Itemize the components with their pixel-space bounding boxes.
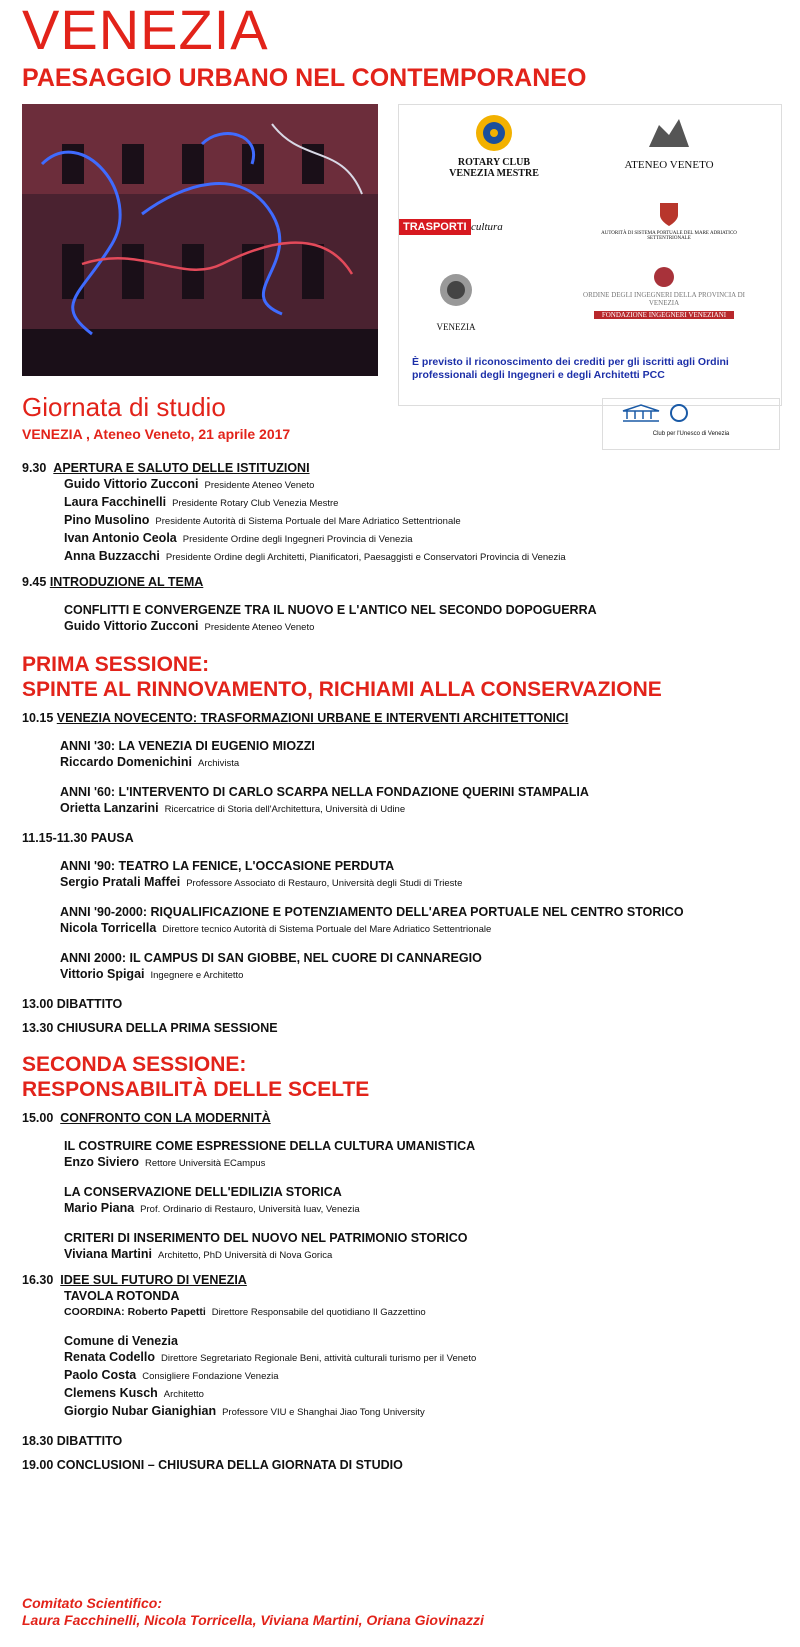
talk-topic: ANNI '30: LA VENEZIA DI EUGENIO MIOZZI [60,739,315,753]
speaker-name: Vittorio Spigai [60,967,145,981]
session-modernita [22,1110,792,1126]
talk-topic: LA CONSERVAZIONE DELL'EDILIZIA STORICA [64,1185,342,1199]
time: 10.15 [22,711,54,725]
speaker-name: Ivan Antonio Ceola [64,531,177,545]
speaker [22,618,792,636]
speaker [22,754,792,772]
speaker-name: Viviana Martini [64,1247,152,1261]
speaker-role: Presidente Ordine degli Architetti, Pianificatori, Paesaggisti e Conservatori Provincia di Venezia [165,552,566,563]
rotary-logo [439,113,549,193]
time: 9.45 [22,575,47,589]
trasporti-label: TRASPORTI [399,219,471,235]
speaker-name: Enzo Siviero [64,1155,140,1169]
lion-emblem-icon [436,270,476,310]
speaker-name: Nicola Torricella [60,921,157,935]
ordine-ingegneri-label: ORDINE DEGLI INGEGNERI DELLA PROVINCIA DI VENEZIA [583,291,745,307]
ingegneri-emblem-icon [652,265,676,289]
time: 15.00 [22,1111,54,1125]
comitato-names: Laura Facchinelli, Nicola Torricella, Viviana Martini, Oriana Giovinazzi [22,1612,484,1628]
speaker [22,1200,792,1218]
page-subtitle: PAESAGGIO URBANO NEL CONTEMPORANEO [22,64,587,92]
speaker-role: Rettore Università ECampus [145,1158,266,1169]
speaker-name: Giorgio Nubar Gianighian [64,1404,217,1418]
coat-of-arms-icon [658,201,680,227]
speaker-role: Architetto, PhD Università di Nova Gorica [158,1250,333,1261]
speaker-role: Presidente Autorità di Sistema Portuale del Mare Adriatico Settentrionale [155,516,461,527]
coordinatore [22,1304,792,1321]
speaker [22,1385,792,1403]
fondazione-ingegneri-label: FONDAZIONE INGEGNERI VENEZIANI [594,311,734,319]
speaker [22,1246,792,1264]
speaker-name: Paolo Costa [64,1368,137,1382]
speaker [22,1154,792,1172]
coord-label: COORDINA: [64,1306,125,1318]
credits-notice: È previsto il riconoscimento dei crediti per gli iscritti agli Ordini professionali degli Ingegneri e degli Architetti PCC [412,356,729,381]
talk-topic: ANNI '60: L'INTERVENTO DI CARLO SCARPA NELLA FONDAZIONE QUERINI STAMPALIA [60,785,589,799]
speaker-role: Ricercatrice di Storia dell'Architettura, Università di Udine [164,804,406,815]
pausa: 11.15-11.30 PAUSA [22,831,134,845]
speaker [22,530,792,548]
speaker-name: Mario Piana [64,1201,135,1215]
trasporti-suffix: cultura [471,221,503,233]
speaker-name: Roberto Papetti [127,1306,206,1318]
autorita-logo [589,201,749,251]
ordine-ingegneri-logo [579,265,749,335]
speaker [22,548,792,566]
speaker-role: Professore Associato di Restauro, Università degli Studi di Trieste [186,878,463,889]
session-opening [22,460,792,476]
talk-topic: ANNI '90-2000: RIQUALIFICAZIONE E POTENZIAMENTO DELL'AREA PORTUALE NEL CENTRO STORICO [60,905,684,919]
talk-topic: IL COSTRUIRE COME ESPRESSIONE DELLA CULTURA UMANISTICA [64,1139,476,1153]
speaker-role: Professore VIU e Shanghai Jiao Tong University [222,1407,425,1418]
speaker-name: Anna Buzzacchi [64,549,160,563]
speaker [22,966,792,984]
event-location-date: VENEZIA , Ateneo Veneto, 21 aprile 2017 [22,426,291,442]
autorita-label: AUTORITÀ DI SISTEMA PORTUALE DEL MARE ADRIATICO SETTENTRIONALE [601,231,737,241]
speaker-name: Clemens Kusch [64,1386,158,1400]
ordine-architetti-label: VENEZIA [436,322,476,332]
speaker [22,494,792,512]
tavola-rotonda: TAVOLA ROTONDA [64,1289,180,1303]
speaker [22,920,792,938]
trasporti-logo [399,215,519,245]
session-futuro [22,1272,792,1288]
ateneo-logo [599,115,739,185]
speaker-role: Direttore tecnico Autorità di Sistema Portuale del Mare Adriatico Settentrionale [162,924,492,935]
speaker-name: Orietta Lanzarini [60,801,159,815]
dibattito-1: 13.00 DIBATTITO [22,997,123,1011]
session-title: IDEE SUL FUTURO DI VENEZIA [60,1273,247,1287]
rotary-wheel-icon [474,113,514,153]
time: 9.30 [22,461,47,475]
speaker [22,1367,792,1385]
talk-topic: CRITERI DI INSERIMENTO DEL NUOVO NEL PATRIMONIO STORICO [64,1231,468,1245]
speaker-role: Direttore Responsabile del quotidiano Il Gazzettino [211,1307,426,1318]
speaker-role: Archivista [197,758,240,769]
speaker-role: Presidente Rotary Club Venezia Mestre [172,498,339,509]
ateneo-emblem-icon [644,115,694,149]
speaker-role: Prof. Ordinario di Restauro, Università Iuav, Venezia [140,1204,360,1215]
chiusura-prima-sessione: 13.30 CHIUSURA DELLA PRIMA SESSIONE [22,1021,278,1035]
speaker [22,874,792,892]
speaker [22,1403,792,1421]
speaker [22,512,792,530]
event-type: Giornata di studio [22,392,226,422]
talk-topic: ANNI '90: TEATRO LA FENICE, L'OCCASIONE PERDUTA [60,859,395,873]
session-title: CONFRONTO CON LA MODERNITÀ [60,1111,271,1125]
page-title: VENEZIA [22,0,269,61]
speaker-name: Riccardo Domenichini [60,755,192,769]
unesco-temple-icon [621,403,661,423]
session-title: APERTURA E SALUTO DELLE ISTITUZIONI [53,461,310,475]
speaker-role: Direttore Segretariato Regionale Beni, attività culturali turismo per il Veneto [161,1353,477,1364]
ordine-architetti-logo [411,270,501,340]
speaker-role: Presidente Ateneo Veneto [204,622,315,633]
speaker-name: Pino Musolino [64,513,150,527]
speaker-name: Laura Facchinelli [64,495,167,509]
speaker-name: Guido Vittorio Zucconi [64,619,199,633]
session-intro [22,574,792,590]
rotary-label: ROTARY CLUB VENEZIA MESTRE [449,157,539,179]
speaker-name: Sergio Pratali Maffei [60,875,181,889]
dibattito-2: 18.30 DIBATTITO [22,1434,123,1448]
speaker-role: Ingegnere e Architetto [150,970,244,981]
talk-topic: CONFLITTI E CONVERGENZE TRA IL NUOVO E L'ANTICO NEL SECONDO DOPOGUERRA [64,603,597,617]
speaker-role: Presidente Ordine degli Ingegneri Provincia di Venezia [182,534,413,545]
speaker-name: Renata Codello [64,1350,155,1364]
speaker [22,1349,792,1367]
speaker-name: Guido Vittorio Zucconi [64,477,199,491]
comune-di-venezia: Comune di Venezia [64,1334,178,1348]
unesco-logo [602,398,780,450]
speaker-role: Presidente Ateneo Veneto [204,480,315,491]
speaker-role: Consigliere Fondazione Venezia [142,1371,279,1382]
comitato-label: Comitato Scientifico: [22,1595,163,1611]
unesco-label: Club per l'Unesco di Venezia [652,431,730,437]
prima-sessione-title: SPINTE AL RINNOVAMENTO, RICHIAMI ALLA CONSERVAZIONE [22,678,662,701]
speaker [22,800,792,818]
program [22,460,792,1473]
seconda-sessione-label: SECONDA SESSIONE: [22,1053,247,1076]
prima-sessione-label: PRIMA SESSIONE: [22,653,210,676]
speaker [22,476,792,494]
session-novecento [22,710,792,726]
speaker-role: Architetto [163,1389,204,1400]
venice-facade-photo [22,104,378,376]
time: 16.30 [22,1273,54,1287]
comitato-scientifico [22,1595,484,1629]
seconda-sessione-title: RESPONSABILITÀ DELLE SCELTE [22,1078,370,1101]
talk-topic: ANNI 2000: IL CAMPUS DI SAN GIOBBE, NEL CUORE DI CANNAREGIO [60,951,482,965]
session-title: INTRODUZIONE AL TEMA [49,575,204,589]
ficlu-icon [669,403,689,423]
session-title: VENEZIA NOVECENTO: TRASFORMAZIONI URBANE E INTERVENTI ARCHITETTONICI [56,711,569,725]
conclusioni: 19.00 CONCLUSIONI – CHIUSURA DELLA GIORNATA DI STUDIO [22,1458,403,1472]
ateneo-label: ATENEO VENETO [624,159,714,171]
